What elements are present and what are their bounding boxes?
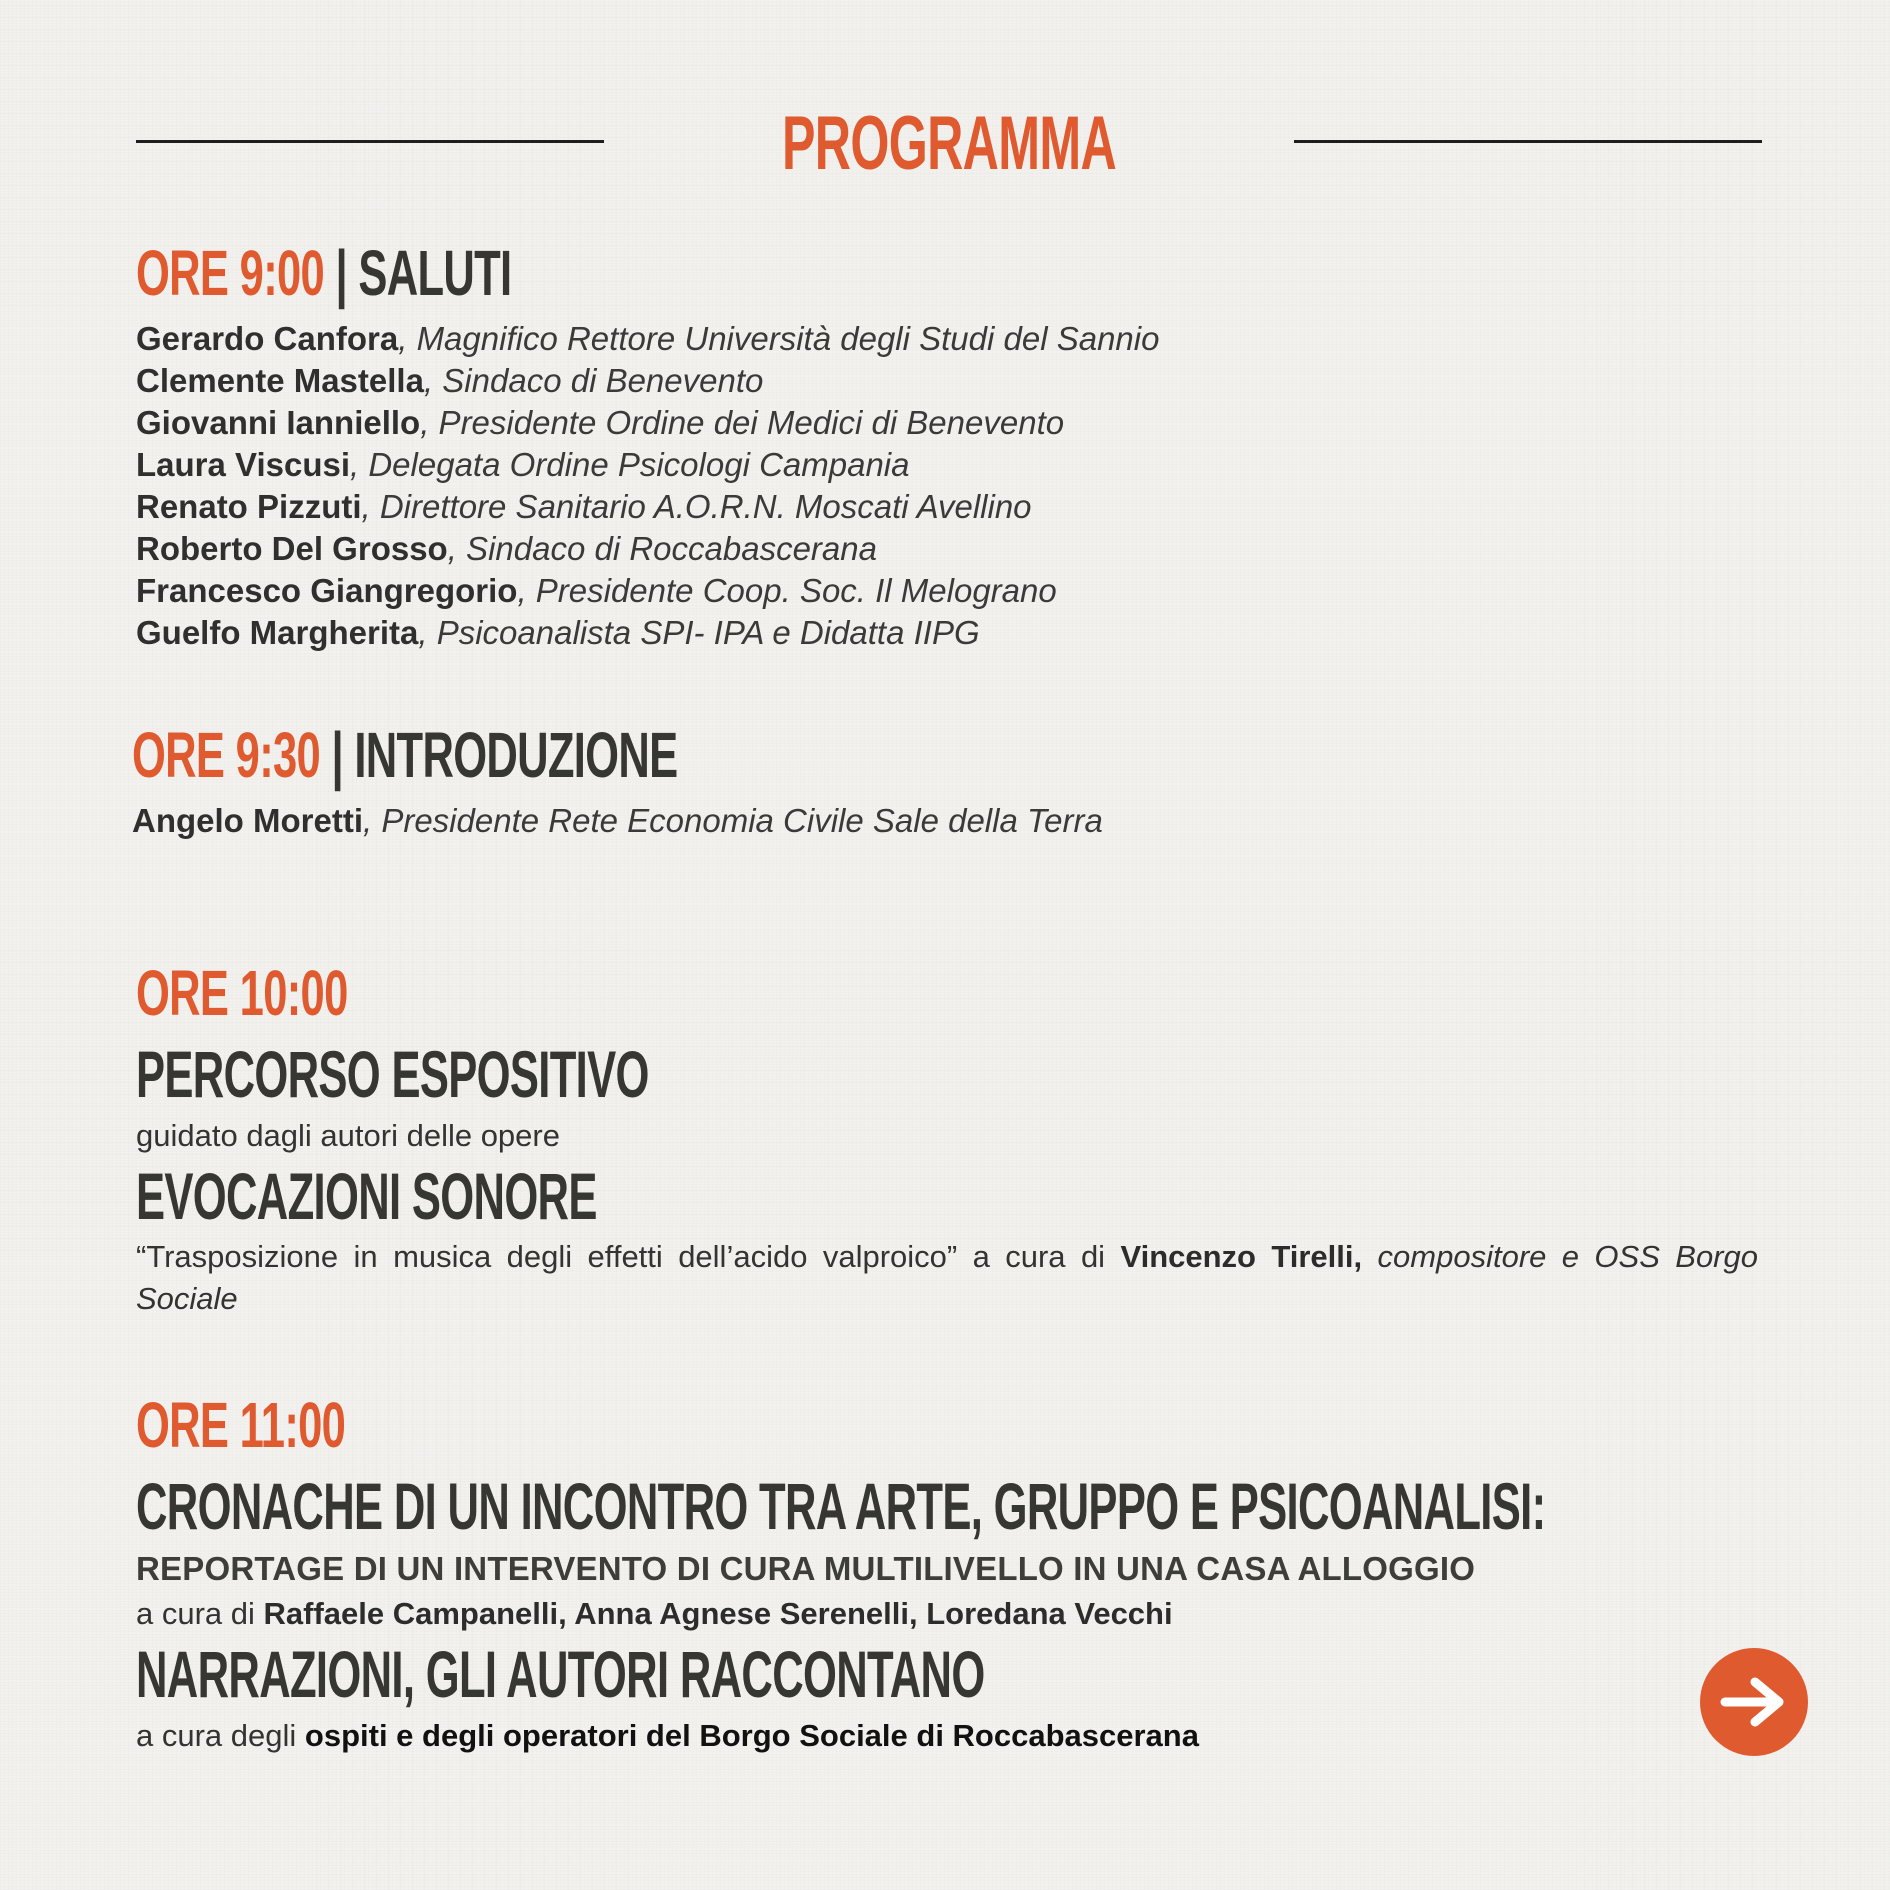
speakers-list-introduzione — [132, 800, 1632, 842]
quote-text: “Trasposizione in musica degli effetti dell’acido valproico” a cura di — [136, 1239, 1121, 1274]
speaker-row: Clemente Mastella, Sindaco di Benevento — [136, 362, 764, 399]
activity-cronache-heading: CRONACHE DI UN INCONTRO TRA ARTE, GRUPPO E PSICOANALISI: — [136, 1469, 1546, 1543]
activity-percorso-heading: PERCORSO ESPOSITIVO — [136, 1037, 649, 1111]
activity-percorso-description: guidato dagli autori delle opere — [136, 1118, 560, 1153]
title-rule-left — [136, 140, 604, 143]
session-heading: INTRODUZIONE — [354, 719, 678, 791]
next-page-button[interactable] — [1700, 1648, 1808, 1756]
speaker-row: Laura Viscusi, Delegata Ordine Psicologi Campania — [136, 446, 910, 483]
activity-cronache-subheading: REPORTAGE DI UN INTERVENTO DI CURA MULTILIVELLO IN UNA CASA ALLOGGIO — [136, 1550, 1476, 1587]
speaker-row: Renato Pizzuti, Direttore Sanitario A.O.R.N. Moscati Avellino — [136, 488, 1032, 525]
speaker-row: Francesco Giangregorio, Presidente Coop. Soc. Il Melograno — [136, 572, 1057, 609]
speaker-row: Gerardo Canfora, Magnifico Rettore Università degli Studi del Sannio — [136, 320, 1160, 357]
session-time: ORE 9:00 — [136, 237, 325, 309]
author-role: compositore e OSS Borgo Sociale — [136, 1239, 1758, 1316]
title-rule-right — [1294, 140, 1762, 143]
speaker-row: Guelfo Margherita, Psicoanalista SPI- IPA e Didatta IIPG — [136, 614, 980, 651]
activity-evocazioni-description — [136, 1236, 1758, 1320]
speakers-list-saluti — [136, 318, 1636, 654]
activity-narrazioni-heading: NARRAZIONI, GLI AUTORI RACCONTANO — [136, 1637, 985, 1711]
speaker-row: Angelo Moretti, Presidente Rete Economia Civile Sale della Terra — [132, 802, 1103, 839]
author-name: Vincenzo Tirelli, — [1120, 1239, 1363, 1274]
session-separator: | — [335, 237, 347, 309]
session-saluti-header — [136, 236, 688, 310]
activity-narrazioni-curators: a cura degli ospiti e degli operatori del Borgo Sociale di Roccabascerana — [136, 1718, 1199, 1753]
speaker-row: Giovanni Ianniello, Presidente Ordine dei Medici di Benevento — [136, 404, 1065, 441]
session-heading: SALUTI — [358, 237, 512, 309]
session-1100-time: ORE 11:00 — [136, 1389, 346, 1461]
activity-evocazioni-heading: EVOCAZIONI SONORE — [136, 1159, 597, 1233]
speaker-row: Roberto Del Grosso, Sindaco di Roccabascerana — [136, 530, 877, 567]
page-title: PROGRAMMA — [782, 101, 1117, 186]
session-introduzione-header — [132, 718, 934, 792]
session-1000-time: ORE 10:00 — [136, 957, 348, 1029]
activity-cronache-curators: a cura di Raffaele Campanelli, Anna Agnese Serenelli, Loredana Vecchi — [136, 1596, 1173, 1631]
arrow-right-icon — [1719, 1676, 1789, 1728]
session-separator: | — [331, 719, 343, 791]
session-time: ORE 9:30 — [132, 719, 321, 791]
